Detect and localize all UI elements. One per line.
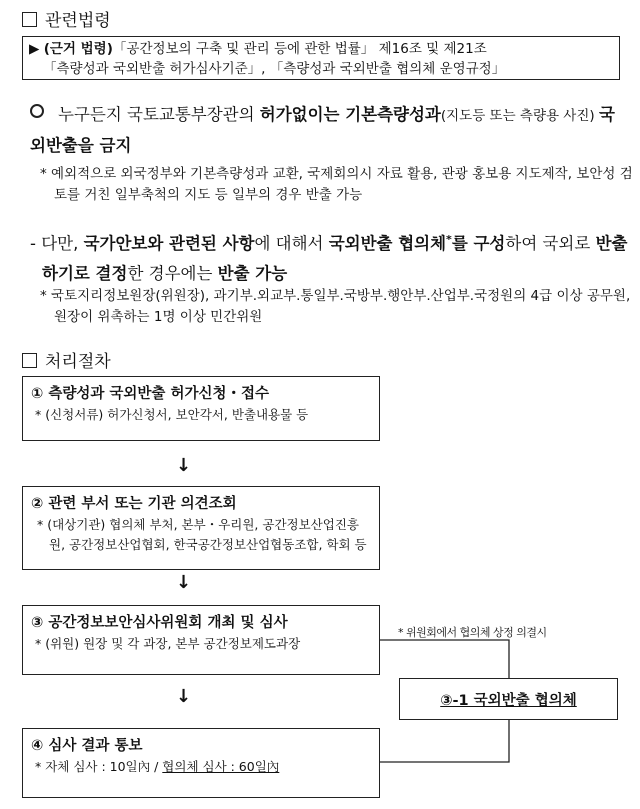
section-title-text: 처리절차 [45, 352, 111, 372]
p2-text-e: 를 구성 [451, 234, 506, 253]
p2-text-b: 국가안보와 관련된 사항 [83, 234, 255, 253]
p1-text-c: (지도등 또는 측량용 사진) [440, 108, 599, 124]
p2-text-a: - 다만, [30, 234, 84, 253]
step-1-title: ① 측량성과 국외반출 허가신청・접수 [31, 386, 270, 402]
section-title-text: 관련법령 [45, 11, 111, 31]
p2-text-h: 한 경우에는 [127, 264, 218, 283]
side-box-label: ③-1 국외반출 협의체 [440, 692, 577, 709]
note-committee-members: * 국토지리정보원장(위원장), 과기부.외교부.통일부.국방부.행안부.산업부.국정원의 4급 이상 공무원, 원장이 위촉하는 1명 이상 민간위원 [40, 288, 631, 325]
p1-text-d: 국외반출을 금지 [30, 105, 615, 155]
p2-text-f: 하여 국외로 [505, 234, 596, 253]
p2-star: * [446, 233, 452, 246]
step-3-note: * (위원) 원장 및 각 과장, 본부 공간정보제도과장 [35, 636, 301, 651]
side-note: * 위원회에서 협의체 상정 의결시 [398, 626, 547, 639]
p2-text-d: 국외반출 협의체 [328, 234, 447, 253]
overseas-export-committee-box [399, 678, 618, 720]
p1-text-a: 누구든지 국토교통부장관의 [58, 105, 260, 124]
law-text-2: 「측량성과 국외반출 허가심사기준」, 「측량성과 국외반출 협의체 운영규정」 [43, 61, 506, 77]
law-text-1: 「공간정보의 구축 및 관리 등에 관한 법률」 제16조 및 제21조 [112, 41, 487, 57]
step-4-note-a: * 자체 심사 : 10일內 / [35, 759, 163, 774]
p2-text-i: 반출 가능 [217, 264, 288, 283]
note-exception: * 예외적으로 외국정부와 기본측량성과 교환, 국제회의시 자료 활용, 관광 홍보용 지도제작, 보안성 검토를 거친 일부축척의 지도 등 일부의 경우 반출 가능 [40, 166, 633, 203]
p1-text-b: 허가없이는 기본측량성과 [259, 105, 441, 124]
step-3-title: ③ 공간정보보안심사위원회 개최 및 심사 [31, 615, 288, 631]
p2-text-g: 반출하기로 결정 [42, 234, 628, 283]
down-arrow-icon: ↓ [176, 572, 192, 593]
step-4-note-b: 협의체 심사 : 60일內 [162, 759, 280, 774]
step-2-title: ② 관련 부서 또는 기관 의견조회 [31, 496, 237, 512]
step-4-title: ④ 심사 결과 통보 [31, 738, 143, 754]
step-2-note: * (대상기관) 협의체 부처, 본부・우리원, 공간정보산업진흥원, 공간정보산업협회, 한국공간정보산업협동조합, 학회 등 [37, 517, 367, 552]
step-1-note: * (신청서류) 허가신청서, 보안각서, 반출내용물 등 [35, 407, 309, 422]
law-label: (근거 법령) [43, 41, 113, 57]
triangle-bullet-icon: ▶ [29, 41, 40, 57]
down-arrow-icon: ↓ [176, 686, 192, 707]
down-arrow-icon: ↓ [176, 455, 192, 476]
p2-text-c: 에 대해서 [254, 234, 329, 253]
